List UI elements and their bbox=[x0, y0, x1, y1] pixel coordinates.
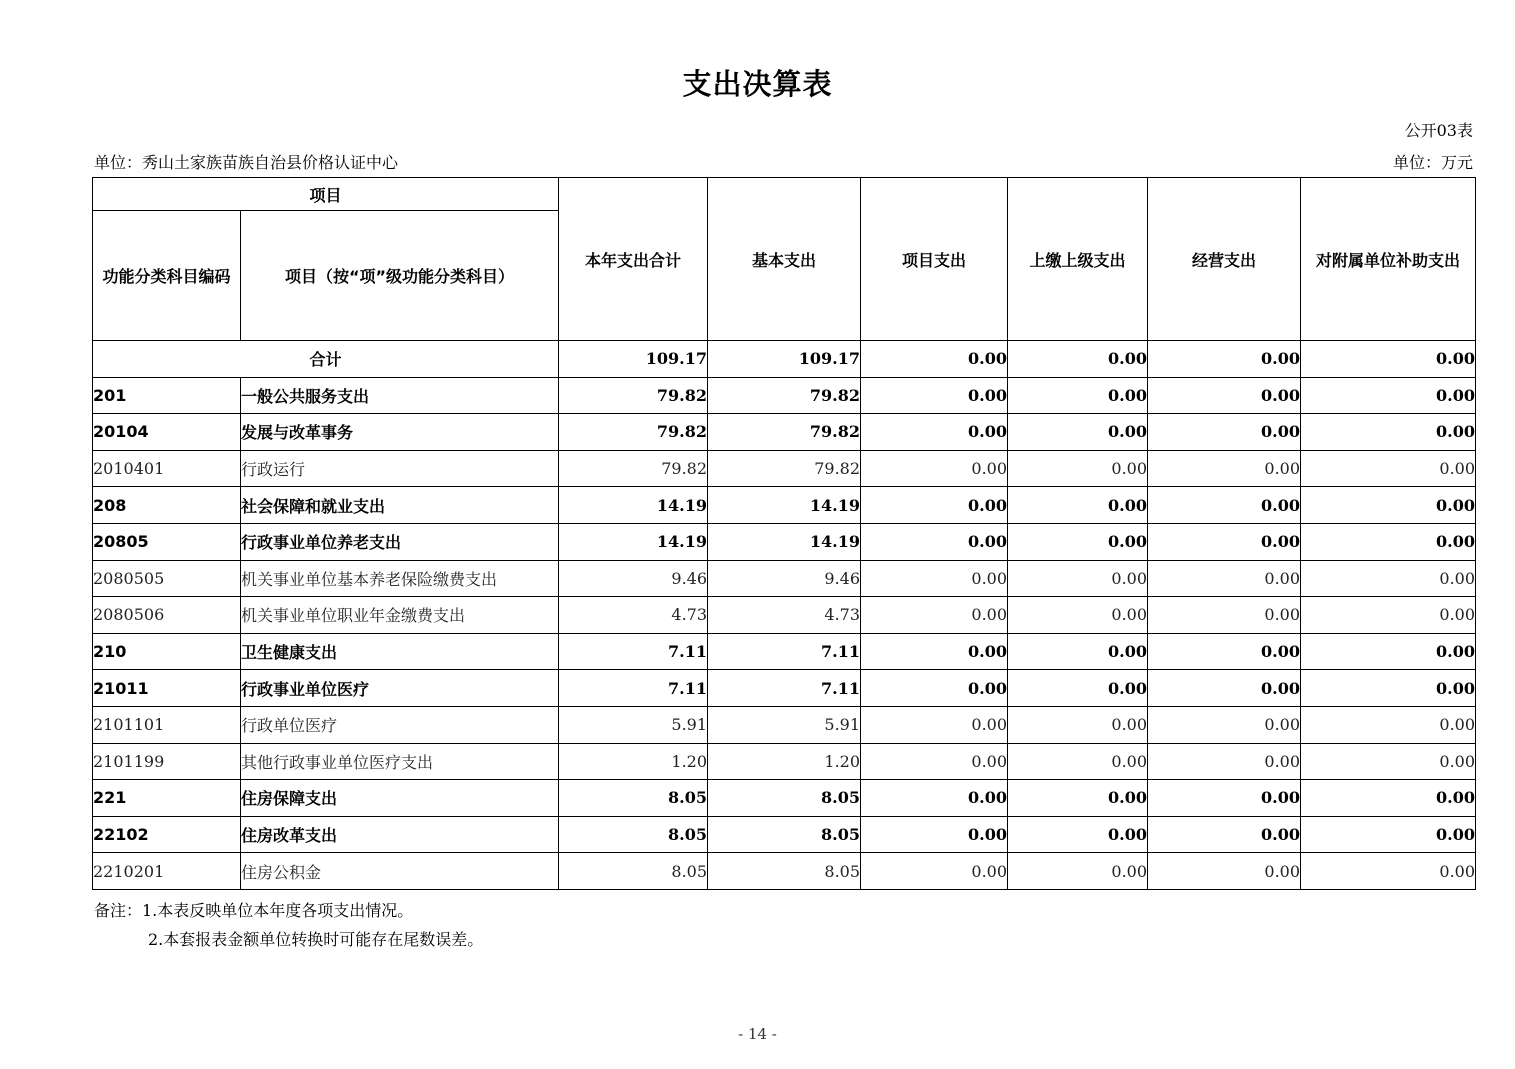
row-value: 1.20 bbox=[559, 743, 708, 780]
row-value: 9.46 bbox=[559, 560, 708, 597]
row-code: 21011 bbox=[93, 670, 241, 707]
table-row bbox=[93, 780, 1476, 817]
row-value: 8.05 bbox=[559, 853, 708, 890]
row-name: 住房保障支出 bbox=[241, 780, 559, 817]
row-value: 0.00 bbox=[1008, 523, 1148, 560]
row-value: 7.11 bbox=[559, 670, 708, 707]
row-value: 0.00 bbox=[1008, 743, 1148, 780]
row-value: 0.00 bbox=[1301, 597, 1476, 634]
row-value: 0.00 bbox=[1008, 633, 1148, 670]
expenditure-table bbox=[92, 177, 1476, 890]
total-row bbox=[93, 341, 1476, 378]
header-basic: 基本支出 bbox=[708, 178, 861, 341]
row-value: 0.00 bbox=[1008, 780, 1148, 817]
row-value: 0.00 bbox=[861, 670, 1008, 707]
row-value: 0.00 bbox=[861, 487, 1008, 524]
form-number: 公开03表 bbox=[1404, 121, 1473, 140]
row-value: 79.82 bbox=[708, 414, 861, 451]
total-label: 合计 bbox=[93, 341, 559, 378]
row-value: 0.00 bbox=[1301, 780, 1476, 817]
row-code: 2080505 bbox=[93, 560, 241, 597]
row-value: 14.19 bbox=[708, 523, 861, 560]
header-upper-payment: 上缴上级支出 bbox=[1008, 178, 1148, 341]
row-value: 0.00 bbox=[1148, 560, 1301, 597]
table-row bbox=[93, 633, 1476, 670]
row-value: 14.19 bbox=[559, 487, 708, 524]
row-value: 8.05 bbox=[708, 853, 861, 890]
row-value: 0.00 bbox=[1008, 414, 1148, 451]
row-value: 0.00 bbox=[1301, 816, 1476, 853]
row-value: 0.00 bbox=[861, 780, 1008, 817]
total-cell: 109.17 bbox=[559, 341, 708, 378]
row-value: 0.00 bbox=[1301, 560, 1476, 597]
header-name: 项目（按“项”级功能分类科目） bbox=[241, 211, 559, 341]
row-value: 0.00 bbox=[1008, 670, 1148, 707]
table-row bbox=[93, 706, 1476, 743]
row-value: 0.00 bbox=[1301, 523, 1476, 560]
row-name: 发展与改革事务 bbox=[241, 414, 559, 451]
table-row bbox=[93, 743, 1476, 780]
row-value: 5.91 bbox=[708, 706, 861, 743]
row-value: 0.00 bbox=[1008, 597, 1148, 634]
total-cell: 0.00 bbox=[1008, 341, 1148, 378]
row-value: 0.00 bbox=[1148, 670, 1301, 707]
row-value: 5.91 bbox=[559, 706, 708, 743]
row-value: 79.82 bbox=[708, 377, 861, 414]
row-value: 7.11 bbox=[559, 633, 708, 670]
total-cell: 0.00 bbox=[1301, 341, 1476, 378]
row-code: 22102 bbox=[93, 816, 241, 853]
header-business: 经营支出 bbox=[1148, 178, 1301, 341]
row-name: 行政事业单位养老支出 bbox=[241, 523, 559, 560]
row-value: 0.00 bbox=[861, 414, 1008, 451]
page-number: - 14 - bbox=[738, 1025, 777, 1043]
row-name: 一般公共服务支出 bbox=[241, 377, 559, 414]
row-name: 机关事业单位职业年金缴费支出 bbox=[241, 597, 559, 634]
row-value: 0.00 bbox=[1301, 377, 1476, 414]
row-value: 0.00 bbox=[1148, 377, 1301, 414]
row-value: 0.00 bbox=[1148, 780, 1301, 817]
row-code: 2210201 bbox=[93, 853, 241, 890]
row-code: 20805 bbox=[93, 523, 241, 560]
row-value: 0.00 bbox=[861, 377, 1008, 414]
row-name: 行政单位医疗 bbox=[241, 706, 559, 743]
row-value: 79.82 bbox=[559, 414, 708, 451]
row-value: 0.00 bbox=[861, 816, 1008, 853]
row-name: 行政运行 bbox=[241, 450, 559, 487]
row-code: 2080506 bbox=[93, 597, 241, 634]
row-value: 0.00 bbox=[861, 853, 1008, 890]
table-header bbox=[93, 178, 1476, 341]
table-row bbox=[93, 560, 1476, 597]
table-row bbox=[93, 816, 1476, 853]
row-name: 其他行政事业单位医疗支出 bbox=[241, 743, 559, 780]
row-value: 4.73 bbox=[708, 597, 861, 634]
row-value: 79.82 bbox=[559, 450, 708, 487]
row-value: 0.00 bbox=[861, 560, 1008, 597]
row-value: 0.00 bbox=[1008, 377, 1148, 414]
header-project-expenditure: 项目支出 bbox=[861, 178, 1008, 341]
row-value: 7.11 bbox=[708, 633, 861, 670]
row-value: 0.00 bbox=[1148, 523, 1301, 560]
row-code: 201 bbox=[93, 377, 241, 414]
row-value: 79.82 bbox=[708, 450, 861, 487]
row-value: 0.00 bbox=[1301, 743, 1476, 780]
row-value: 79.82 bbox=[559, 377, 708, 414]
total-cell: 109.17 bbox=[708, 341, 861, 378]
row-value: 14.19 bbox=[559, 523, 708, 560]
row-value: 8.05 bbox=[559, 780, 708, 817]
row-value: 0.00 bbox=[1301, 450, 1476, 487]
page-title: 支出决算表 bbox=[682, 67, 833, 101]
row-code: 210 bbox=[93, 633, 241, 670]
row-name: 行政事业单位医疗 bbox=[241, 670, 559, 707]
row-value: 8.05 bbox=[708, 816, 861, 853]
header-code: 功能分类科目编码 bbox=[93, 211, 241, 341]
row-value: 0.00 bbox=[861, 633, 1008, 670]
row-value: 0.00 bbox=[861, 706, 1008, 743]
row-value: 0.00 bbox=[1148, 487, 1301, 524]
row-value: 0.00 bbox=[1008, 487, 1148, 524]
row-value: 8.05 bbox=[708, 780, 861, 817]
row-value: 0.00 bbox=[1008, 706, 1148, 743]
row-name: 社会保障和就业支出 bbox=[241, 487, 559, 524]
row-value: 0.00 bbox=[861, 743, 1008, 780]
row-code: 2101101 bbox=[93, 706, 241, 743]
note-2: 2.本套报表金额单位转换时可能存在尾数误差。 bbox=[148, 930, 484, 949]
row-code: 20104 bbox=[93, 414, 241, 451]
row-value: 0.00 bbox=[1148, 597, 1301, 634]
row-code: 221 bbox=[93, 780, 241, 817]
row-value: 7.11 bbox=[708, 670, 861, 707]
row-value: 0.00 bbox=[1008, 560, 1148, 597]
row-code: 2101199 bbox=[93, 743, 241, 780]
row-value: 0.00 bbox=[1008, 816, 1148, 853]
row-code: 2010401 bbox=[93, 450, 241, 487]
row-value: 0.00 bbox=[1148, 633, 1301, 670]
row-name: 住房改革支出 bbox=[241, 816, 559, 853]
table-row bbox=[93, 450, 1476, 487]
table-body bbox=[93, 341, 1476, 890]
row-value: 0.00 bbox=[1148, 743, 1301, 780]
row-value: 4.73 bbox=[559, 597, 708, 634]
row-value: 0.00 bbox=[1148, 853, 1301, 890]
header-project: 项目 bbox=[93, 178, 559, 211]
table-row bbox=[93, 597, 1476, 634]
header-total: 本年支出合计 bbox=[559, 178, 708, 341]
row-value: 0.00 bbox=[1301, 853, 1476, 890]
row-name: 卫生健康支出 bbox=[241, 633, 559, 670]
row-value: 0.00 bbox=[1148, 706, 1301, 743]
table-row bbox=[93, 523, 1476, 560]
row-value: 0.00 bbox=[861, 523, 1008, 560]
row-value: 0.00 bbox=[1008, 853, 1148, 890]
row-value: 0.00 bbox=[1301, 706, 1476, 743]
row-code: 208 bbox=[93, 487, 241, 524]
reporting-unit: 单位：秀山土家族苗族自治县价格认证中心 bbox=[94, 153, 399, 172]
row-value: 14.19 bbox=[708, 487, 861, 524]
total-cell: 0.00 bbox=[1148, 341, 1301, 378]
currency-unit: 单位：万元 bbox=[1392, 153, 1473, 172]
row-value: 0.00 bbox=[1301, 670, 1476, 707]
row-value: 0.00 bbox=[1148, 414, 1301, 451]
row-value: 0.00 bbox=[1301, 633, 1476, 670]
row-name: 住房公积金 bbox=[241, 853, 559, 890]
row-value: 9.46 bbox=[708, 560, 861, 597]
table-row bbox=[93, 487, 1476, 524]
row-value: 0.00 bbox=[861, 597, 1008, 634]
row-value: 8.05 bbox=[559, 816, 708, 853]
row-value: 0.00 bbox=[1008, 450, 1148, 487]
row-value: 1.20 bbox=[708, 743, 861, 780]
table-row bbox=[93, 670, 1476, 707]
row-value: 0.00 bbox=[861, 450, 1008, 487]
row-value: 0.00 bbox=[1148, 816, 1301, 853]
header-subsidy: 对附属单位补助支出 bbox=[1301, 178, 1476, 341]
row-name: 机关事业单位基本养老保险缴费支出 bbox=[241, 560, 559, 597]
row-value: 0.00 bbox=[1148, 450, 1301, 487]
note-1: 备注：1.本表反映单位本年度各项支出情况。 bbox=[94, 901, 414, 920]
row-value: 0.00 bbox=[1301, 487, 1476, 524]
table-row bbox=[93, 853, 1476, 890]
row-value: 0.00 bbox=[1301, 414, 1476, 451]
table-row bbox=[93, 414, 1476, 451]
total-cell: 0.00 bbox=[861, 341, 1008, 378]
table-row bbox=[93, 377, 1476, 414]
